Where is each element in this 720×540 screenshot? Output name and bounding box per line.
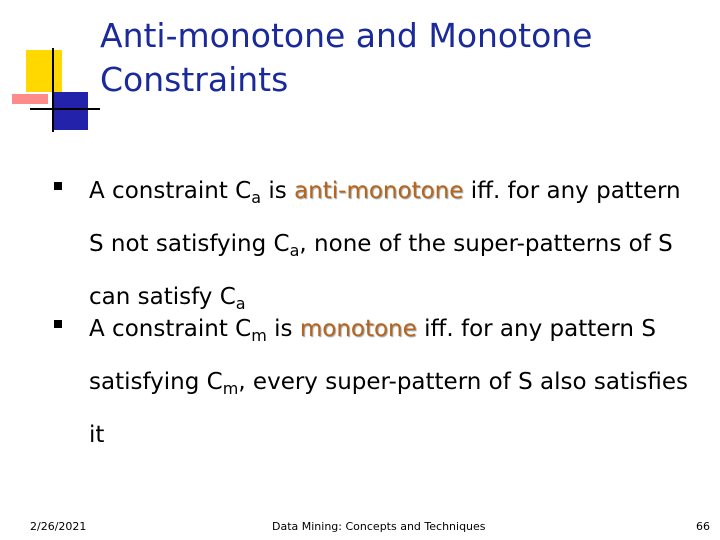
slide-logo-decoration bbox=[0, 0, 100, 140]
subscript: m bbox=[222, 379, 239, 398]
logo-blue-square bbox=[52, 92, 88, 130]
subscript: m bbox=[251, 326, 267, 345]
subscript: a bbox=[251, 188, 262, 207]
bullet-text bbox=[89, 168, 689, 327]
logo-horizontal-line bbox=[30, 108, 100, 110]
text-run: is bbox=[266, 316, 300, 342]
text-run: A constraint C bbox=[89, 178, 252, 204]
footer-date: 2/26/2021 bbox=[30, 520, 87, 533]
logo-yellow-square bbox=[26, 50, 62, 92]
text-run: , none of the super-patterns of S can satisfy C bbox=[89, 231, 673, 310]
subscript: a bbox=[289, 241, 300, 260]
logo-vertical-line bbox=[52, 48, 54, 132]
slide-title: Anti-monotone and Monotone Constraints bbox=[100, 16, 593, 99]
footer-page-number: 66 bbox=[696, 520, 710, 533]
text-run: , every super-pattern of S also satisfies it bbox=[89, 369, 688, 448]
text-run: is bbox=[261, 178, 295, 204]
highlighted-term: anti-monotone bbox=[294, 178, 464, 204]
highlighted-term: monotone bbox=[299, 316, 417, 342]
text-run: iff. for any pattern S not satisfying C bbox=[89, 178, 681, 257]
subscript: a bbox=[235, 294, 246, 313]
bullet-square-icon bbox=[54, 182, 62, 190]
bullet-text bbox=[89, 306, 689, 458]
text-run: A constraint C bbox=[89, 316, 252, 342]
footer-title: Data Mining: Concepts and Techniques bbox=[272, 520, 486, 533]
bullet-square-icon bbox=[54, 320, 62, 328]
text-run: iff. for any pattern S satisfying C bbox=[89, 316, 656, 395]
logo-red-bar bbox=[12, 94, 48, 104]
